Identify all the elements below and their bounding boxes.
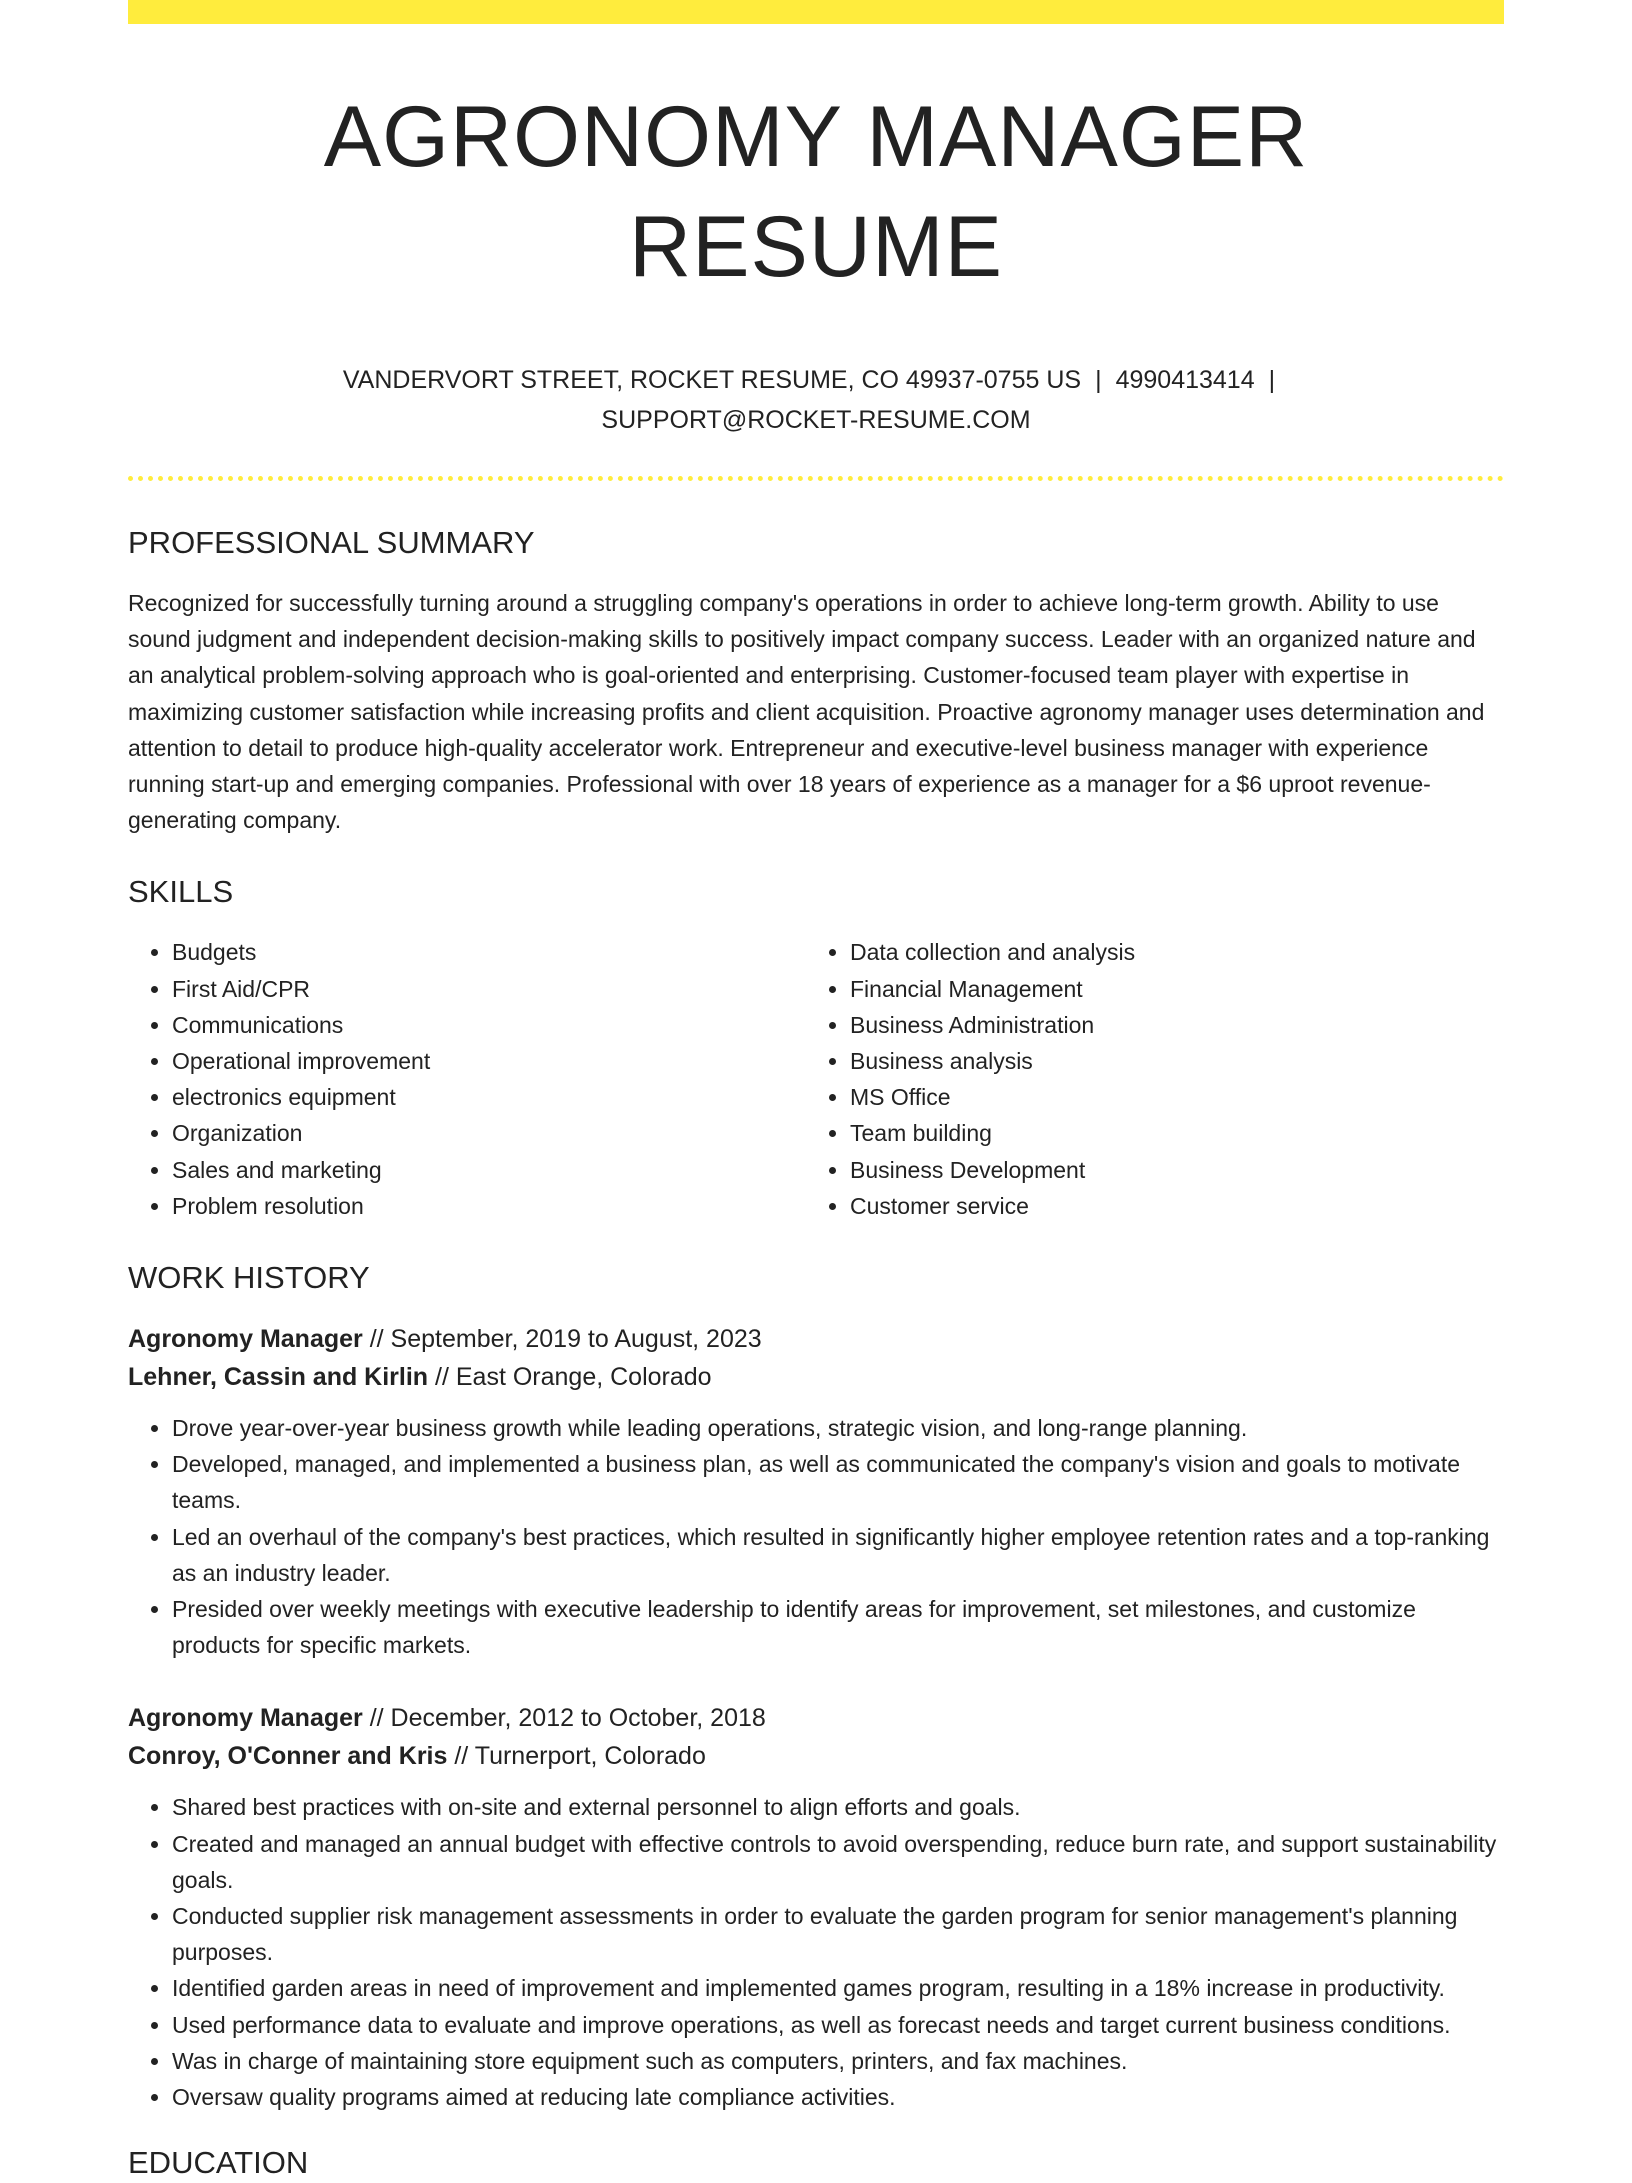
skill-item: • Financial Management [850,971,1504,1007]
job-company-line [128,1737,1504,1775]
work-history-heading: WORK HISTORY [128,1260,370,1296]
skill-item: • Organization [172,1115,806,1151]
accent-top-bar [128,0,1504,24]
skills-list [128,934,1504,1224]
job-bullet: • Conducted supplier risk management assessments in order to evaluate the garden program for senior management's planning purposes. [172,1898,1504,1970]
summary-heading: PROFESSIONAL SUMMARY [128,525,535,560]
education-heading: EDUCATION [128,2145,309,2181]
job-company: Conroy, O'Conner and Kris [128,1742,448,1771]
skill-item: • Budgets [172,934,806,970]
skill-item: • Data collection and analysis [850,934,1504,970]
contact-phone: 4990413414 [1115,366,1255,394]
summary-text: Recognized for successfully turning around a struggling company's operations in order to achieve long-term growth. Ability to use sound judgment and independent decision-making skills to positively impact company success. Leader with an organized nature and an analytical problem-solving approach who is goal-oriented and enterprising. Customer-focused team player with expertise in maximizing customer satisfaction while increasing profits and client acquisition. Proactive agronomy manager uses determination and attention to detail to produce high-quality accelerator work. Entrepreneur and executive-level business manager with experience running start-up and emerging companies. Professional with over 18 years of experience as a manager for a $6 uproot revenue-generating company. [128,590,1485,834]
job-dates: // September, 2019 to August, 2023 [362,1325,762,1354]
job-company-line [128,1358,1504,1396]
skill-item: • MS Office [850,1079,1504,1115]
job-title-line [128,1699,1504,1737]
resume-title: AGRONOMY MANAGER RESUME [323,89,1309,295]
job-bullet: • Drove year-over-year business growth while leading operations, strategic vision, and long-range planning. [172,1410,1504,1446]
job-title-line [128,1320,1504,1358]
skill-item: • Business Development [850,1152,1504,1188]
contact-line-2 [128,400,1504,440]
job-bullet: • Used performance data to evaluate and improve operations, as well as forecast needs and target current business conditions. [172,2007,1504,2043]
skills-column-right [806,934,1504,1224]
skill-item: • Problem resolution [172,1188,806,1224]
job-bullets [128,1410,1504,1663]
job-entry [128,1320,1504,1663]
job-bullet: • Oversaw quality programs aimed at reducing late compliance activities. [172,2079,1504,2115]
job-title: Agronomy Manager [128,1704,363,1733]
contact-line-1 [128,360,1504,400]
skill-item: • Operational improvement [172,1043,806,1079]
contact-info [128,360,1504,440]
contact-separator: | [1095,366,1102,394]
skill-item: • Customer service [850,1188,1504,1224]
job-title: Agronomy Manager [128,1325,363,1354]
job-bullet: • Shared best practices with on-site and external personnel to align efforts and goals. [172,1789,1504,1825]
job-bullet: • Created and managed an annual budget with effective controls to avoid overspending, reduce burn rate, and support sustainability goals. [172,1826,1504,1898]
job-entry [128,1699,1504,2115]
skill-item: • Business analysis [850,1043,1504,1079]
contact-email[interactable]: SUPPORT@ROCKET-RESUME.COM [601,406,1031,434]
skill-item: • Business Administration [850,1007,1504,1043]
skill-item: • Communications [172,1007,806,1043]
skills-column-left [128,934,806,1224]
skill-item: • electronics equipment [172,1079,806,1115]
job-bullet: • Developed, managed, and implemented a business plan, as well as communicated the company's vision and goals to motivate teams. [172,1446,1504,1518]
resume-page [128,0,1504,2183]
job-company: Lehner, Cassin and Kirlin [128,1363,429,1392]
skill-item: • Team building [850,1115,1504,1151]
job-location: // Turnerport, Colorado [447,1742,706,1771]
job-bullet: • Presided over weekly meetings with executive leadership to identify areas for improvement, set milestones, and customize products for specific markets. [172,1591,1504,1663]
dotted-divider [128,476,1504,481]
job-bullets [128,1789,1504,2115]
contact-separator: | [1268,366,1276,394]
contact-address: VANDERVORT STREET, ROCKET RESUME, CO 49937-0755 US [342,366,1082,394]
job-bullet: • Was in charge of maintaining store equipment such as computers, printers, and fax machines. [172,2043,1504,2079]
job-location: // East Orange, Colorado [428,1363,712,1392]
skill-item: • Sales and marketing [172,1152,806,1188]
job-bullet: • Led an overhaul of the company's best practices, which resulted in significantly higher employee retention rates and a top-ranking as an industry leader. [172,1519,1504,1591]
skill-item: • First Aid/CPR [172,971,806,1007]
job-bullet: • Identified garden areas in need of improvement and implemented games program, resulting in a 18% increase in productivity. [172,1970,1504,2006]
job-dates: // December, 2012 to October, 2018 [362,1704,766,1733]
skills-heading: SKILLS [128,874,234,910]
